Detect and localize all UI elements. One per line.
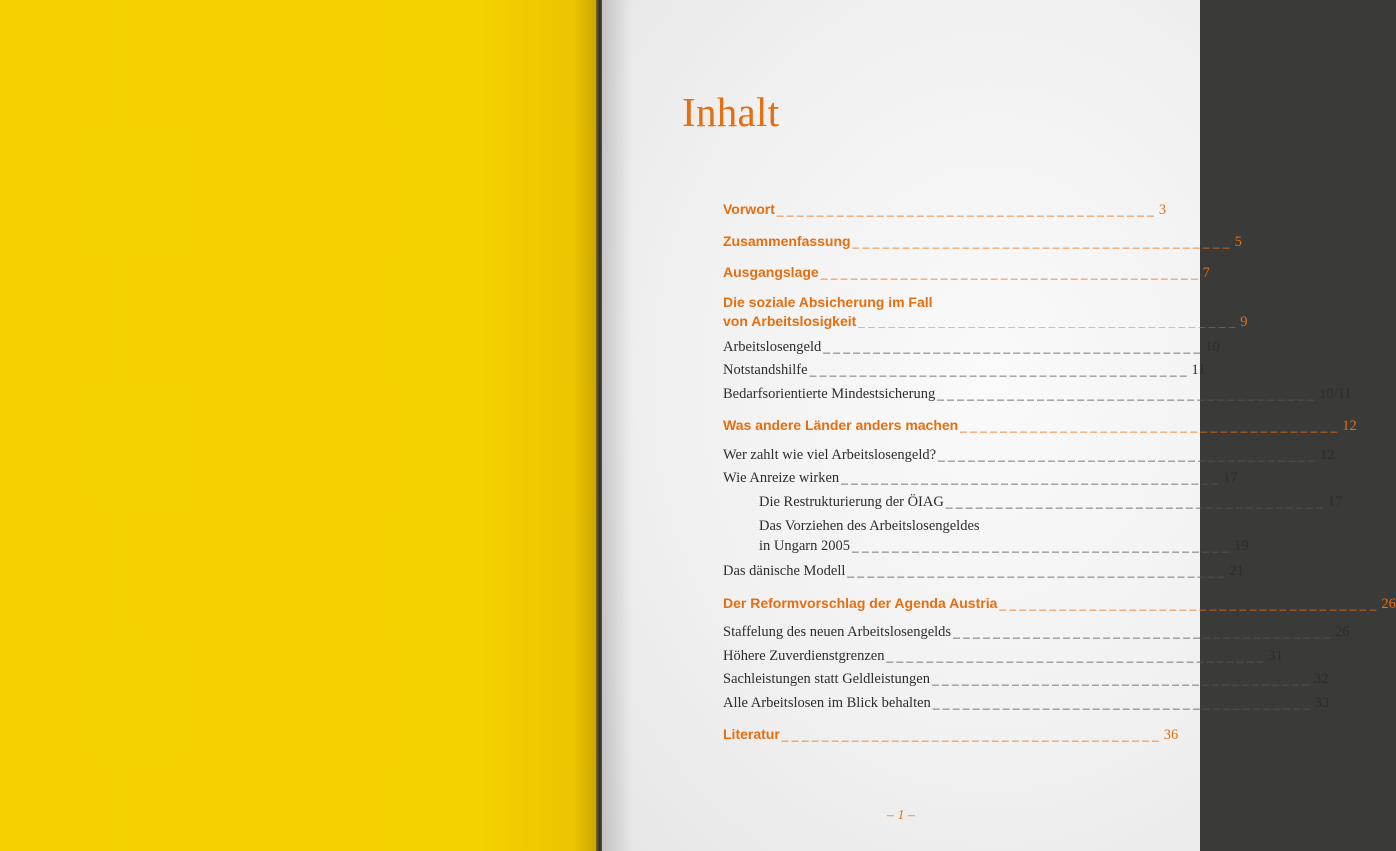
dotted-leader: _ _ _ _ _ _ _ _ _ _ _ _ _ _ _ _ _ _ _ _ _ _ _ _ _ _ _ _ _ _ _ _ _ _ _ _ _ _: [945, 494, 1323, 509]
toc-label: Vorwort: [723, 201, 775, 217]
dotted-leader: _ _ _ _ _ _ _ _ _ _ _ _ _ _ _ _ _ _ _ _ _ _ _ _ _ _ _ _ _ _ _ _ _ _ _ _ _ _: [809, 363, 1187, 377]
toc-page-number: 21: [1229, 563, 1244, 579]
dotted-leader: _ _ _ _ _ _ _ _ _ _ _ _ _ _ _ _ _ _ _ _ _ _ _ _ _ _ _ _ _ _ _ _ _ _ _ _ _ _: [820, 266, 1198, 280]
page-title: Inhalt: [682, 89, 780, 135]
dotted-leader: _ _ _ _ _ _ _ _ _ _ _ _ _ _ _ _ _ _ _ _ _ _ _ _ _ _ _ _ _ _ _ _ _ _ _ _ _ _: [847, 564, 1225, 578]
toc-entry-absicherung[interactable]: [723, 293, 1248, 336]
toc-subentry[interactable]: [723, 621, 1350, 645]
toc-subentry[interactable]: [723, 336, 1220, 360]
toc-label: Bedarfsorientierte Mindestsicherung: [723, 385, 936, 402]
contents-page: [602, 0, 1396, 851]
toc-page-number: 7: [1202, 265, 1210, 281]
toc-page-number: 12: [1342, 418, 1357, 434]
toc-label: Alle Arbeitslosen im Blick behalten: [723, 694, 931, 711]
toc-entry-reform[interactable]: [723, 590, 1396, 622]
dotted-leader: _ _ _ _ _ _ _ _ _ _ _ _ _ _ _ _ _ _ _ _ _ _ _ _ _ _ _ _ _ _ _ _ _ _ _ _ _ _: [823, 339, 1201, 354]
dotted-leader: _ _ _ _ _ _ _ _ _ _ _ _ _ _ _ _ _ _ _ _ _ _ _ _ _ _ _ _ _ _ _ _ _ _ _ _ _ _: [852, 539, 1229, 553]
dotted-leader: _ _ _ _ _ _ _ _ _ _ _ _ _ _ _ _ _ _ _ _ _ _ _ _ _ _ _ _ _ _ _ _ _ _ _ _ _ _: [999, 596, 1377, 611]
toc-page-number: 19: [1233, 538, 1249, 554]
toc-entry-ausgangslage[interactable]: [723, 259, 1210, 291]
dotted-leader: _ _ _ _ _ _ _ _ _ _ _ _ _ _ _ _ _ _ _ _ _ _ _ _ _ _ _ _ _ _ _ _ _ _ _ _ _ _: [852, 234, 1230, 249]
yellow-cover-page: [0, 0, 598, 851]
toc-subentry[interactable]: [723, 444, 1335, 468]
toc-page-number: 33: [1314, 694, 1330, 711]
page-number-footer: – 1 –: [887, 808, 915, 823]
toc-page-number: 26: [1335, 624, 1350, 640]
toc-label-line2-row: [759, 536, 1249, 560]
toc-label-line2: von Arbeitslosigkeit: [723, 312, 857, 329]
dotted-leader: _ _ _ _ _ _ _ _ _ _ _ _ _ _ _ _ _ _ _ _ _ _ _ _ _ _ _ _ _ _ _ _ _ _ _ _ _ _: [781, 728, 1159, 742]
toc-label-line1: Das Vorziehen des Arbeitslosengeldes: [759, 518, 980, 534]
toc-label: Wer zahlt wie viel Arbeitslosengeld?: [723, 446, 937, 463]
toc-page-number: 11: [1191, 362, 1206, 378]
toc-page-number: 9: [1240, 313, 1248, 330]
toc-label: Zusammenfassung: [723, 232, 851, 249]
toc-label: Was andere Länder anders machen: [723, 417, 959, 433]
toc-page-number: 17: [1223, 470, 1238, 486]
toc-label: Literatur: [723, 726, 780, 742]
toc-subentry[interactable]: [723, 467, 1238, 491]
toc-page-number: 36: [1163, 727, 1179, 743]
toc-label: Staffelung des neuen Arbeitslosengelds: [723, 624, 952, 640]
toc-subsubentry-ungarn[interactable]: [723, 516, 1249, 560]
dotted-leader: _ _ _ _ _ _ _ _ _ _ _ _ _ _ _ _ _ _ _ _ _ _ _ _ _ _ _ _ _ _ _ _ _ _ _ _ _ _: [960, 419, 1338, 433]
dotted-leader: _ _ _ _ _ _ _ _ _ _ _ _ _ _ _ _ _ _ _ _ _ _ _ _ _ _ _ _ _ _ _ _ _ _ _ _ _ _: [938, 447, 1316, 462]
toc-page-number: 12: [1320, 446, 1335, 463]
toc-page-number: 26: [1381, 595, 1396, 612]
toc-label-line2-row: [723, 312, 1248, 336]
toc-label: Der Reformvorschlag der Agenda Austria: [723, 594, 998, 611]
toc-page-number: 10/11: [1319, 385, 1352, 402]
dotted-leader: _ _ _ _ _ _ _ _ _ _ _ _ _ _ _ _ _ _ _ _ _ _ _ _ _ _ _ _ _ _ _ _ _ _ _ _ _ _: [776, 203, 1154, 217]
dotted-leader: _ _ _ _ _ _ _ _ _ _ _ _ _ _ _ _ _ _ _ _ _ _ _ _ _ _ _ _ _ _ _ _ _ _ _ _ _ _: [858, 314, 1236, 329]
dotted-leader: _ _ _ _ _ _ _ _ _ _ _ _ _ _ _ _ _ _ _ _ _ _ _ _ _ _ _ _ _ _ _ _ _ _ _ _ _ _: [841, 471, 1219, 485]
toc-subentry[interactable]: [723, 668, 1329, 692]
toc-page-number: 32: [1313, 671, 1329, 687]
toc-label: Ausgangslage: [723, 264, 819, 280]
toc-page-number: 31: [1268, 647, 1283, 664]
toc-label-line1: Die soziale Absicherung im Fall: [723, 293, 933, 310]
toc-page-number: 5: [1234, 233, 1242, 250]
toc-subentry[interactable]: [723, 645, 1283, 669]
toc-page-number: 17: [1327, 493, 1343, 510]
toc-page-number: 3: [1158, 202, 1167, 218]
toc-label: Das dänische Modell: [723, 563, 846, 579]
toc-subentry[interactable]: [723, 560, 1244, 584]
toc-label: Höhere Zuverdienstgrenzen: [723, 647, 885, 664]
toc-page-number: 10: [1205, 338, 1220, 355]
toc-entry-laender[interactable]: [723, 412, 1357, 444]
toc-subsubentry[interactable]: [723, 491, 1343, 515]
toc-subentry[interactable]: [723, 359, 1206, 383]
toc-label: Arbeitslosengeld: [723, 338, 822, 355]
dotted-leader: _ _ _ _ _ _ _ _ _ _ _ _ _ _ _ _ _ _ _ _ _ _ _ _ _ _ _ _ _ _ _ _ _ _ _ _ _ _: [953, 625, 1331, 639]
toc-label: Sachleistungen statt Geldleistungen: [723, 671, 930, 687]
toc-label: Wie Anreize wirken: [723, 470, 840, 486]
toc-subentry[interactable]: [723, 383, 1352, 407]
toc-entry-literatur[interactable]: [723, 721, 1179, 753]
table-of-contents: [723, 196, 1396, 753]
toc-entry-vorwort[interactable]: [723, 196, 1167, 228]
toc-entry-zusammenfassung[interactable]: [723, 228, 1242, 260]
dotted-leader: _ _ _ _ _ _ _ _ _ _ _ _ _ _ _ _ _ _ _ _ _ _ _ _ _ _ _ _ _ _ _ _ _ _ _ _ _ _: [932, 695, 1310, 710]
toc-label-line2: in Ungarn 2005: [759, 538, 851, 554]
toc-subentry[interactable]: [723, 692, 1330, 716]
dotted-leader: _ _ _ _ _ _ _ _ _ _ _ _ _ _ _ _ _ _ _ _ _ _ _ _ _ _ _ _ _ _ _ _ _ _ _ _ _ _: [937, 386, 1315, 401]
toc-label: Die Restrukturierung der ÖIAG: [759, 493, 944, 510]
dotted-leader: _ _ _ _ _ _ _ _ _ _ _ _ _ _ _ _ _ _ _ _ _ _ _ _ _ _ _ _ _ _ _ _ _ _ _ _ _ _: [932, 672, 1309, 686]
dotted-leader: _ _ _ _ _ _ _ _ _ _ _ _ _ _ _ _ _ _ _ _ _ _ _ _ _ _ _ _ _ _ _ _ _ _ _ _ _ _: [886, 648, 1264, 663]
toc-label: Notstandshilfe: [723, 362, 808, 378]
